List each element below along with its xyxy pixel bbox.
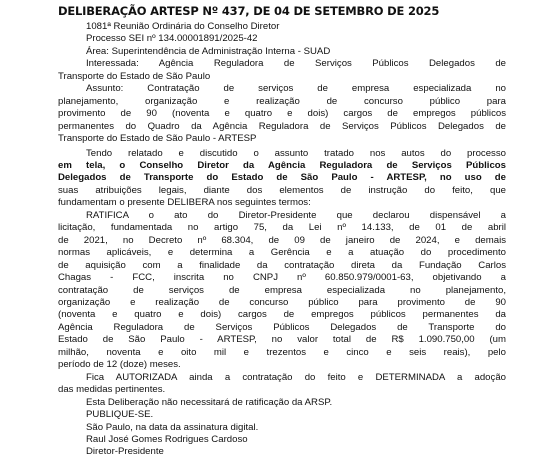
- text-line: contratação de serviços de empresa especializada no planejamento,: [58, 284, 506, 296]
- text-line: RATIFICA o ato do Diretor-Presidente que declarou dispensável a: [86, 209, 506, 221]
- document: [58, 4, 506, 459]
- text-line: das medidas pertinentes.: [58, 384, 166, 396]
- text-line: milhão, noventa e oito mil e trezentos e cinco e seis reais), pelo: [58, 346, 506, 358]
- text-line: planejamento, organização e realização de concurso público para: [58, 95, 506, 107]
- text-line: Chagas - FCC, inscrita no CNPJ nº 60.850.979/0001-63, objetivando a: [58, 272, 506, 284]
- text-line: PUBLIQUE-SE.: [86, 409, 154, 421]
- text-line: Fica AUTORIZADA ainda a contratação do feito e DETERMINADA a adoção: [86, 371, 506, 383]
- text-line: (noventa e quatro e dois) cargos de empregos públicos permanentes da: [58, 309, 506, 321]
- text-line: São Paulo, na data da assinatura digital.: [86, 421, 259, 433]
- text-line: Raul José Gomes Rodrigues Cardoso: [86, 433, 248, 445]
- text-line: normas aplicáveis, e determina a Gerência e a atuação do procedimento: [58, 247, 506, 259]
- text-line: Interessada: Agência Reguladora de Serviços Públicos Delegados de: [86, 58, 506, 70]
- text-line: Tendo relatado e discutido o assunto tratado nos autos do processo: [86, 147, 506, 159]
- text-line: suas atribuições legais, diante dos elementos de instrução do feito, que: [58, 184, 506, 196]
- text-line: 1081ª Reunião Ordinária do Conselho Diretor: [86, 21, 280, 32]
- text-line: Processo SEI nº 134.00001891/2025-42: [86, 33, 258, 45]
- text-line: fundamentam o presente DELIBERA nos seguintes termos:: [58, 197, 311, 209]
- document-body: [58, 21, 506, 459]
- text-line: Delegados de Transporte do Estado de São Paulo - ARTESP, no uso de: [58, 172, 506, 184]
- text-line: permanentes do Quadro da Agência Reguladora de Serviços Públicos Delegados de: [58, 120, 506, 132]
- document-title: DELIBERAÇÃO ARTESP Nº 437, DE 04 DE SETEMBRO DE 2025: [58, 4, 440, 18]
- text-line: Estado de São Paulo - ARTESP, no valor total de R$ 1.090.750,00 (um: [58, 334, 506, 346]
- text-line: Transporte do Estado de São Paulo - ARTESP: [58, 133, 257, 145]
- text-line: provimento de 90 (noventa e quatro e dois) cargos de empregos públicos: [58, 108, 506, 120]
- text-line: Transporte do Estado de São Paulo: [58, 70, 211, 82]
- text-line: Assunto: Contratação de serviços de empresa especializada no: [86, 83, 506, 95]
- text-line: Área: Superintendência de Administração Interna - SUAD: [86, 45, 331, 57]
- text-line: organização e realização de concurso público para provimento de 90: [58, 296, 506, 308]
- text-line: período de 12 (doze) meses.: [58, 359, 181, 371]
- text-line: de 2021, no Decreto nº 68.304, de 09 de janeiro de 2024, e demais: [58, 234, 506, 246]
- text-line: Esta Deliberação não necessitará de ratificação da ARSP.: [86, 396, 333, 408]
- text-line: em tela, o Conselho Diretor da Agência Reguladora de Serviços Públicos: [58, 159, 506, 171]
- text-line: de aquisição com a finalidade da contratação direta da Fundação Carlos: [58, 259, 506, 271]
- text-line: licitação, fundamentada no artigo 75, da Lei nº 14.133, de 01 de abril: [58, 222, 506, 234]
- text-line: Diretor-Presidente: [86, 446, 164, 458]
- text-line: Agência Reguladora de Serviços Públicos Delegados de Transporte do: [58, 321, 506, 333]
